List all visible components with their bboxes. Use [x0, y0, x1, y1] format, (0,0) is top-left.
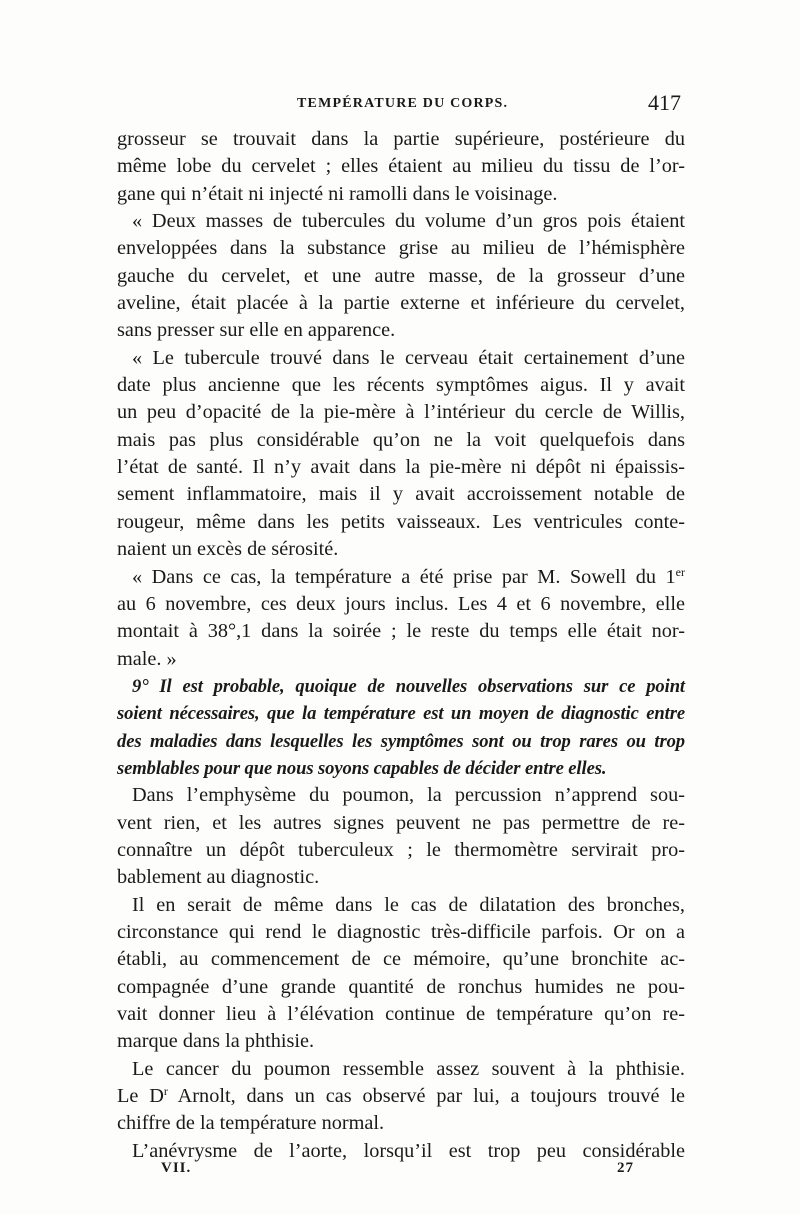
- text-line: [117, 892, 685, 919]
- text-line-content: enveloppées dans la substance grise au milieu de l’hémisphère: [117, 237, 685, 260]
- text-line-content: Dans l’emphysème du poumon, la percussion n’apprend sou-: [132, 784, 685, 807]
- text-line: [117, 153, 685, 180]
- text-line: [117, 290, 685, 317]
- text-line-content: vait donner lieu à l’élévation continue de température qu’on re-: [117, 1003, 685, 1025]
- text-line-content: 9° Il est probable, quoique de nouvelles observations sur ce point: [132, 675, 685, 697]
- text-line: [117, 1083, 685, 1110]
- sheet-number: 27: [617, 1160, 634, 1176]
- text-line: [117, 345, 685, 372]
- text-line: [117, 837, 685, 864]
- text-line: [117, 728, 685, 755]
- text-line: [117, 919, 685, 946]
- text-line-content: Le cancer du poumon ressemble assez souvent à la phthisie.: [132, 1057, 685, 1080]
- text-line-content: aveline, était placée à la partie externe et inférieure du cervelet,: [117, 292, 685, 315]
- text-line-content: gauche du cervelet, et une autre masse, de la grosseur d’une: [117, 264, 685, 287]
- text-line: [117, 399, 685, 426]
- text-line: [117, 946, 685, 973]
- text-line-content: au 6 novembre, ces deux jours inclus. Les 4 et 6 novembre, elle: [117, 592, 685, 615]
- text-line-content: un peu d’opacité de la pie-mère à l’intérieur du cercle de Willis,: [117, 401, 685, 424]
- text-line-content: « Le tubercule trouvé dans le cerveau était certainement d’une: [132, 346, 685, 369]
- text-line: [117, 673, 685, 700]
- text-line: [117, 317, 685, 344]
- text-line-content: chiffre de la température normal.: [117, 1112, 385, 1135]
- text-line: [117, 618, 685, 645]
- text-line-content: rougeur, même dans les petits vaisseaux. Les ventricules conte-: [117, 510, 685, 533]
- text-line-content: compagnée d’une grande quantité de ronchus humides ne pou-: [117, 975, 685, 998]
- text-line-content: connaître un dépôt tuberculeux ; le thermomètre servirait pro-: [117, 838, 685, 861]
- text-line-content: vent rien, et les autres signes peuvent ne pas permettre de re-: [117, 811, 685, 834]
- text-line-content: bablement au diagnostic.: [117, 866, 320, 889]
- text-line: [117, 235, 685, 262]
- text-line-content: « Deux masses de tubercules du volume d’un gros pois étaient: [132, 210, 685, 233]
- text-line: [117, 1056, 685, 1083]
- text-line: [117, 509, 685, 536]
- text-line-content: male. »: [117, 647, 177, 670]
- text-line-content: circonstance qui rend le diagnostic très-difficile parfois. Or on a: [117, 920, 685, 943]
- text-line: [117, 454, 685, 481]
- text-line: [117, 646, 685, 673]
- text-line: [117, 864, 685, 891]
- text-line: [117, 1110, 685, 1137]
- text-line: [117, 700, 685, 727]
- text-line-continuation: Arnolt, dans un cas observé par lui, a toujours trouvé le: [167, 1085, 686, 1108]
- text-line: [117, 591, 685, 618]
- text-line: [117, 427, 685, 454]
- text-line-content: « Dans ce cas, la température a été prise par M. Sowell du 1: [132, 565, 676, 588]
- text-line-content: Le D: [117, 1085, 164, 1108]
- text-line: [117, 181, 685, 208]
- text-line: [117, 564, 685, 591]
- text-line: [117, 810, 685, 837]
- text-line: [117, 1001, 685, 1028]
- text-line-content: sement inflammatoire, mais il y avait accroissement notable de: [117, 483, 685, 506]
- page-header: [117, 90, 685, 118]
- text-line: [117, 782, 685, 809]
- text-line-content: date plus ancienne que les récents symptômes aigus. Il y avait: [117, 374, 685, 397]
- text-line-content: gane qui n’était ni injecté ni ramolli dans le voisinage.: [117, 182, 558, 205]
- page-number: 417: [648, 90, 681, 115]
- text-line-content: sans presser sur elle en apparence.: [117, 319, 396, 342]
- text-line: [117, 755, 685, 782]
- text-line-content: mais pas plus considérable qu’on ne la voit quelquefois dans: [117, 428, 685, 451]
- text-line-content: Il en serait de même dans le cas de dilatation des bronches,: [132, 893, 685, 916]
- text-line: [117, 481, 685, 508]
- text-line: [117, 536, 685, 563]
- text-line-content: montait à 38°,1 dans la soirée ; le reste du temps elle était nor-: [117, 620, 685, 643]
- signature-mark: VII.: [161, 1160, 192, 1176]
- text-line-content: semblables pour que nous soyons capables de décider entre elles.: [117, 757, 607, 779]
- text-line-content: soient nécessaires, que la température est un moyen de diagnostic entre: [117, 703, 685, 725]
- body-text: [117, 126, 685, 1165]
- page-footer: [117, 1156, 685, 1180]
- superscript: er: [675, 564, 685, 579]
- text-line-content: même lobe du cervelet ; elles étaient au milieu du tissu de l’or-: [117, 155, 685, 178]
- text-line: [117, 974, 685, 1001]
- text-line: [117, 263, 685, 290]
- text-line-content: grosseur se trouvait dans la partie supérieure, postérieure du: [117, 128, 685, 150]
- text-line-content: naient un excès de sérosité.: [117, 538, 339, 561]
- text-line: [117, 208, 685, 235]
- superscript: r: [163, 1084, 168, 1099]
- text-line-content: L’anévrysme de l’aorte, lorsqu’il est trop peu considérable: [132, 1139, 685, 1162]
- text-line-content: des maladies dans lesquelles les symptômes sont ou trop rares ou trop: [117, 730, 685, 752]
- text-line-content: marque dans la phthisie.: [117, 1030, 315, 1053]
- text-line-content: l’état de santé. Il n’y avait dans la pie-mère ni dépôt ni épaissis-: [117, 456, 685, 479]
- text-line: [117, 1028, 685, 1055]
- text-line: [117, 372, 685, 399]
- text-line-content: établi, au commencement de ce mémoire, qu’une bronchite ac-: [117, 948, 685, 971]
- text-line: [117, 126, 685, 153]
- running-title: TEMPÉRATURE DU CORPS.: [297, 96, 509, 111]
